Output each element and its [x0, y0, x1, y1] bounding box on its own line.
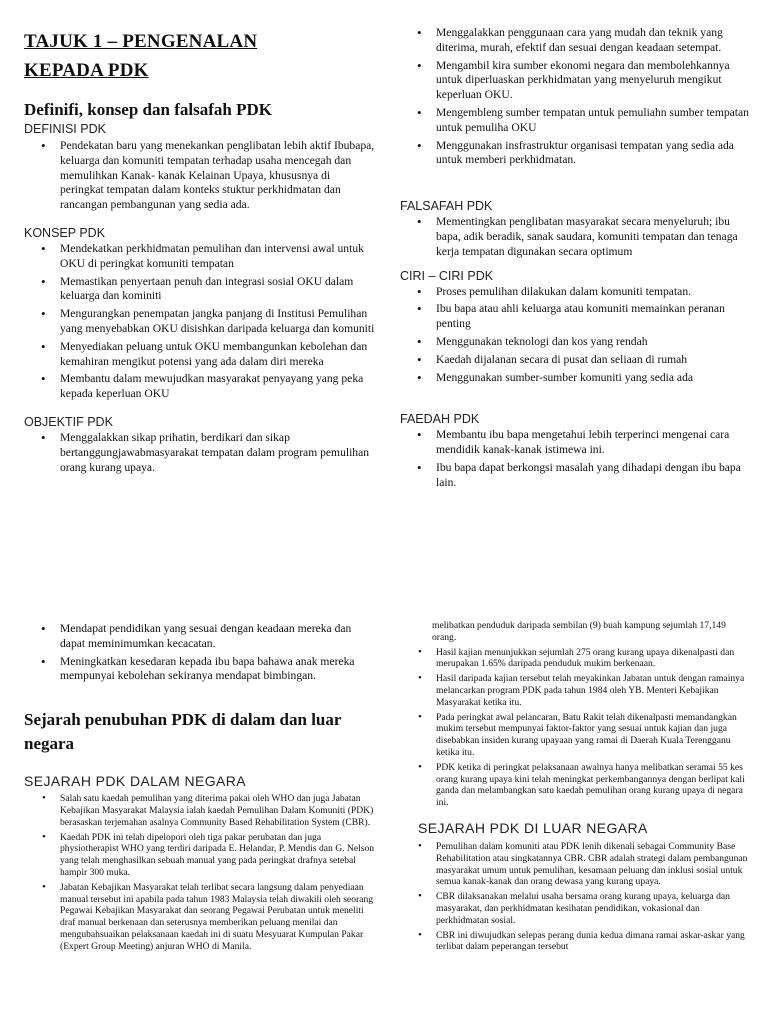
list-item: • Menggunakan insfrastruktur organisasi tempatan yang sedia ada untuk memberi perkhidmatan.: [400, 139, 750, 169]
list-item: • Kaedah dijalanan secara di pusat dan seliaan di rumah: [400, 353, 750, 368]
list-item: • Menggunakan teknologi dan kos yang rendah: [400, 335, 750, 350]
list-item: • Kaedah PDK ini telah dipelopori oleh tiga pakar perubatan dan juga physiotherapist WHO yang terdiri daripada E. Helandar, P. Mendis dan G. Nelson yang telah menghasilkan sebuah manual yang pada peringkat drafnya setebal hampir 300 muka.: [24, 832, 376, 879]
falsafah-list: [400, 215, 750, 259]
definisi-label: DEFINISI PDK: [24, 122, 106, 136]
list-item: • Memastikan penyertaan penuh dan integrasi sosial OKU dalam keluarga dan kominiti: [24, 275, 376, 305]
list-item: • Membantu dalam mewujudkan masyarakat penyayang yang peka kepada keperluan OKU: [24, 372, 376, 402]
dalam-negara-label: SEJARAH PDK DALAM NEGARA: [24, 773, 246, 790]
list-item: • Menggalakkan penggunaan cara yang mudah dan teknik yang diterima, murah, efektif dan sesuai dengan keadaan setempat.: [400, 26, 750, 56]
list-item: • Ibu bapa atau ahli keluarga atau komuniti memainkan peranan penting: [400, 302, 750, 332]
list-item: • Membantu ibu bapa mengetahui lebih terperinci mengenai cara mendidik kanak-kanak istimewa ini.: [400, 428, 750, 458]
continued-paragraph: melibatkan penduduk daripada sembilan (9) buah kampung sejumlah 17,149 orang.: [432, 620, 726, 643]
konsep-list: [24, 242, 376, 402]
page-2-right-column: [400, 620, 750, 956]
list-item: • PDK ketika di peringkat pelaksanaan awalnya hanya melibatkan seramai 55 kes orang kurang upaya kini telah meningkat perkembangannya dengan berlipat kali ganda dan melambangkan satu kaedah pemulihan orang kurang upaya di negara ini.: [400, 762, 750, 809]
luar-negara-list: [400, 841, 750, 953]
list-item: • Meningkatkan kesedaran kepada ibu bapa bahawa anak mereka mempunyai kebolehan sekiranya mendapat bimbingan.: [24, 655, 376, 685]
list-item: • Mendekatkan perkhidmatan pemulihan dan intervensi awal untuk OKU di peringkat komuniti tempatan: [24, 242, 376, 272]
list-item: • Pemulihan dalam komuniti atau PDK lenih dikenali sebagai Community Base Rehabilitation atau singkatannya CBR. CBR adalah strategi dalam pembangunan masyarakat umum untuk pemulihan, kesamaan peluang dan inklusi sosial untuk semua kanak-kanak dan orang dewasa yang kurang upaya.: [400, 841, 750, 888]
dalam-negara-list: [24, 793, 376, 952]
sejarah-heading-line-1: Sejarah penubuhan PDK di dalam dan luar: [24, 710, 342, 730]
title-line-1: TAJUK 1 – PENGENALAN: [24, 31, 258, 52]
list-item: • Hasil daripada kajian tersebut telah meyakinkan Jabatan untuk dengan ramainya melancarkan program PDK pada tahun 1984 oleh YB. Menteri Kebajikan Masyarakat ketika itu.: [400, 673, 750, 708]
list-item: • Pada peringkat awal pelancaran, Batu Rakit telah dikenalpasti memandangkan mukim tersebut mempunyai faktor-faktor yang sesuai untuk kajian dan juga disebabkan insiden kurang upayaan yang ramai di Daerah Kuala Terengganu ketika itu.: [400, 712, 750, 759]
dalam-negara-continued-list: [400, 647, 750, 809]
faedah-label: FAEDAH PDK: [400, 412, 480, 427]
section-heading: Definifi, konsep dan falsafah PDK: [24, 100, 272, 119]
title-line-2: KEPADA PDK: [24, 60, 149, 81]
objektif-list: [24, 431, 376, 475]
list-item: • Ibu bapa dapat berkongsi masalah yang dihadapi dengan ibu bapa lain.: [400, 461, 750, 491]
list-item: • CBR ini diwujudkan selepas perang dunia kedua dimana ramai askar-askar yang terlibat dalam peperangan tersebut: [400, 930, 750, 954]
list-item: • Mementingkan penglibatan masyarakat secara menyeluruh; ibu bapa, adik beradik, sanak saudara, komuniti tempatan dan tenaga kerja tempatan digunakan secara optimum: [400, 215, 750, 259]
ciri-list: [400, 285, 750, 386]
list-item: • Pendekatan baru yang menekankan penglibatan lebih aktif Ibubapa, keluarga dan komuniti tempatan terhadap usaha mencegah dan memulihkan Kanak- kanak Kelainan Upaya, khususnya di peringkat tempatan dalam konteks stuktur perkhidmatan dan rancangan pembangunan yang sedia ada.: [24, 139, 376, 213]
faedah-list: [400, 428, 750, 490]
list-item: • Jabatan Kebajikan Masyarakat telah terlibat secara langsung dalam penyediaan manual tersebut ini apabila pada tahun 1983 Malaysia telah diwakili oleh seorang Pegawai Kebajikan Masyarakat dan seorang Pegawai Perubatan untuk meneliti draf manual berkenaan dan seterusnya memberikan peluang menilai dan mengubahsuaikan pelaksanaan kaedah ini di suatu Mesyuarat Kumpulan Pakar (Expert Group Meeting) anjuran WHO di Manila.: [24, 882, 376, 953]
page-1-left-column: [24, 28, 376, 478]
falsafah-label: FALSAFAH PDK: [400, 199, 493, 214]
list-item: • Salah satu kaedah pemulihan yang diterima pakai oleh WHO dan juga Jabatan Kebajikan Masyarakat Malaysia ialah kaedah Pemulihan Dalam Komuniti (PDK) berasaskan terjemahan asalnya Community Based Rehabilitation System (CBR).: [24, 793, 376, 828]
definisi-list: [24, 139, 376, 213]
list-item: • Mendapat pendidikan yang sesuai dengan keadaan mereka dan dapat meminimumkan kecacatan.: [24, 622, 376, 652]
konsep-label: KONSEP PDK: [24, 225, 106, 240]
page-2: [0, 600, 768, 1024]
list-item: • Proses pemulihan dilakukan dalam komuniti tempatan.: [400, 285, 750, 300]
list-item: • Menggalakkan sikap prihatin, berdikari dan sikap bertanggungjawabmasyarakat tempatan dalam program pemulihan orang kurang upaya.: [24, 431, 376, 475]
objektif-label: OBJEKTIF PDK: [24, 414, 113, 429]
list-item: • Hasil kajian menunjukkan sejumlah 275 orang kurang upaya dikenalpasti dan merupakan 1.65% daripada penduduk mukim berkenaan.: [400, 647, 750, 671]
list-item: • Mengurangkan penempatan jangka panjang di Institusi Pemulihan yang menyebabkan OKU disishkan daripada keluarga dan komuniti: [24, 307, 376, 337]
list-item: • Mengembleng sumber tempatan untuk pemuliahn sumber tempatan untuk pemuliha OKU: [400, 106, 750, 136]
faedah-continued-list: [24, 622, 376, 684]
page-2-left-column: [24, 622, 376, 956]
page-1-right-column: [400, 26, 750, 494]
luar-negara-label: SEJARAH PDK DI LUAR NEGARA: [418, 819, 648, 836]
list-item: • CBR dilaksanakan melalui usaha bersama orang kurang upaya, keluarga dan masyarakat, dan perkhidmatan kesihatan pendidikan, vokasional dan perkhidmatan sosial.: [400, 891, 750, 926]
sejarah-heading-line-2: negara: [24, 734, 75, 754]
list-item: • Mengambil kira sumber ekonomi negara dan membolehkannya untuk diperluaskan perkhidmatan yang menyeluruh mengikut keperluan OKU.: [400, 59, 750, 103]
list-item: • Menyediakan peluang untuk OKU membangunkan kebolehan dan kemahiran mengikut potensi yang ada dalam diri mereka: [24, 340, 376, 370]
list-item: • Menggunakan sumber-sumber komuniti yang sedia ada: [400, 371, 750, 386]
objektif-continued-list: [400, 26, 750, 168]
ciri-label: CIRI – CIRI PDK: [400, 268, 494, 283]
